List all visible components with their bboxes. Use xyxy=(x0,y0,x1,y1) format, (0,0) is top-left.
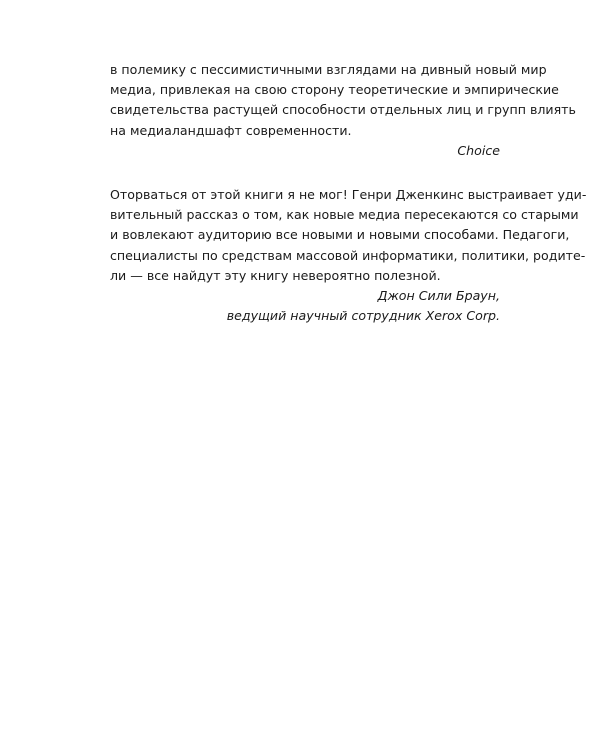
quote-line: ли — все найдут эту книгу невероятно полезной. xyxy=(110,267,441,283)
quote-line: Оторваться от этой книги я не мог! Генри Дженкинс выстраивает уди- xyxy=(110,187,587,202)
quote-line: свидетельства растущей способности отдельных лиц и групп влиять xyxy=(110,102,576,118)
quote-line: и вовлекают аудиторию все новыми и новыми способами. Педагоги, xyxy=(110,227,570,243)
quote-line: специалисты по средствам массовой информатики, политики, родите- xyxy=(110,247,586,263)
review-quote-brown xyxy=(110,185,587,326)
quote-line: вительный рассказ о том, как новые медиа пересекаются со старыми xyxy=(110,207,579,223)
quote-line: в полемику с пессимистичными взглядами на дивный новый мир xyxy=(110,62,547,77)
quote-line: на медиаландшафт современности. xyxy=(110,122,352,138)
review-quote-choice xyxy=(110,60,576,161)
quote-attribution-title: ведущий научный сотрудник Xerox Corp. xyxy=(226,308,500,324)
quote-attribution-name: Джон Сили Браун, xyxy=(377,288,500,304)
quote-attribution: Choice xyxy=(457,142,500,158)
quote-line: медиа, привлекая на свою сторону теоретические и эмпирические xyxy=(110,82,559,98)
